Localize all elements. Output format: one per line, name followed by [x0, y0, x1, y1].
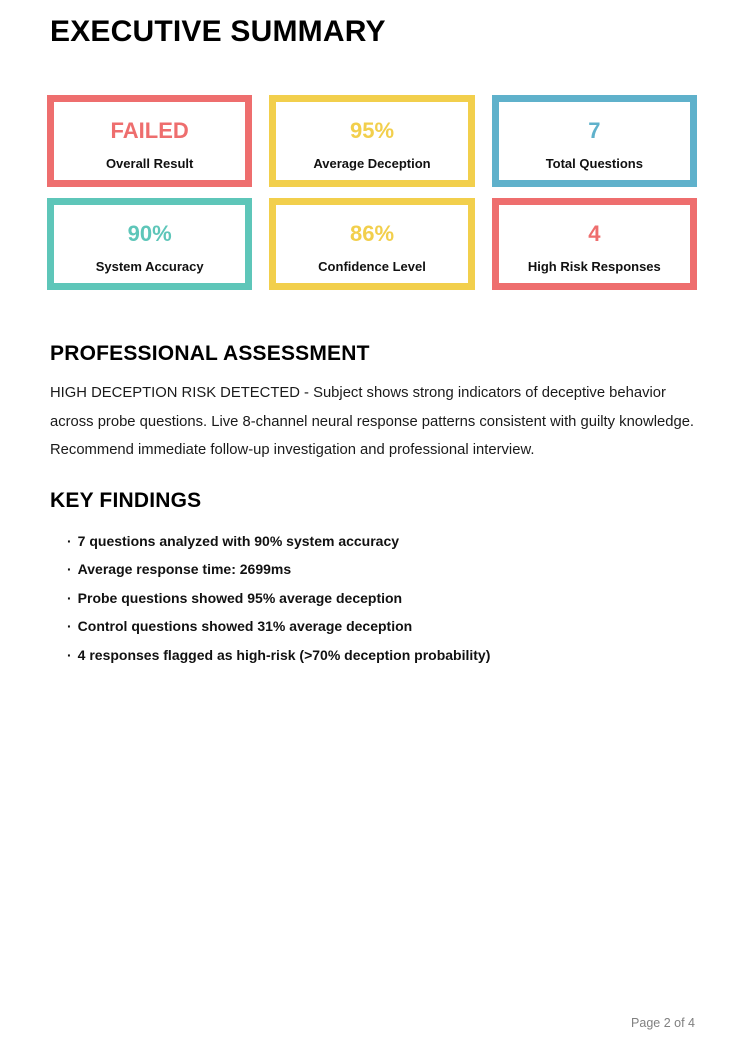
stat-value: 4	[588, 221, 601, 246]
finding-item	[67, 641, 697, 670]
bullet-icon: ·	[67, 589, 72, 606]
stat-card-high-risk-responses	[492, 198, 697, 290]
stat-value: 90%	[127, 221, 172, 246]
stat-value: FAILED	[110, 118, 189, 143]
finding-text: 7 questions analyzed with 90% system accuracy	[77, 532, 400, 549]
findings-section-heading: KEY FINDINGS	[50, 488, 202, 512]
finding-item	[67, 612, 697, 641]
stat-card-confidence-level	[269, 198, 474, 290]
stat-value: 95%	[349, 118, 395, 143]
page-title: EXECUTIVE SUMMARY	[50, 15, 386, 48]
finding-item	[67, 527, 697, 556]
findings-list	[50, 527, 697, 670]
stat-value: 7	[588, 118, 601, 143]
finding-item	[67, 584, 697, 613]
stat-label: High Risk Responses	[527, 259, 661, 274]
bullet-icon: ·	[67, 561, 72, 577]
stat-label: Overall Result	[105, 156, 194, 171]
assessment-section-heading: PROFESSIONAL ASSESSMENT	[50, 342, 370, 365]
bullet-icon: ·	[67, 618, 72, 634]
stat-label: System Accuracy	[95, 259, 204, 274]
finding-item	[67, 555, 697, 584]
finding-text: Average response time: 2699ms	[77, 561, 292, 577]
stat-value: 86%	[349, 221, 395, 246]
stat-card-average-deception	[269, 95, 474, 187]
stat-label: Average Deception	[313, 156, 431, 171]
stat-label: Total Questions	[545, 156, 643, 171]
bullet-icon: ·	[67, 532, 72, 549]
page-number: Page 2 of 4	[631, 1016, 695, 1030]
stat-label: Confidence Level	[318, 259, 426, 274]
stat-card-total-questions	[492, 95, 697, 187]
report-page	[0, 15, 743, 1059]
assessment-body-text: HIGH DECEPTION RISK DETECTED - Subject shows strong indicators of deceptive behavior across probe questions. Live 8-channel neural response patterns consistent with guilty knowledge. Recommend immediate follow-up investigation and professional interview.	[50, 385, 695, 458]
finding-text: Probe questions showed 95% average deception	[77, 589, 403, 606]
finding-text: 4 responses flagged as high-risk (>70% deception probability)	[77, 646, 491, 663]
stat-card-overall-result	[47, 95, 252, 187]
stat-card-system-accuracy	[47, 198, 252, 290]
stat-cards-grid	[47, 95, 697, 290]
finding-text: Control questions showed 31% average deception	[77, 618, 413, 634]
bullet-icon: ·	[67, 646, 72, 663]
